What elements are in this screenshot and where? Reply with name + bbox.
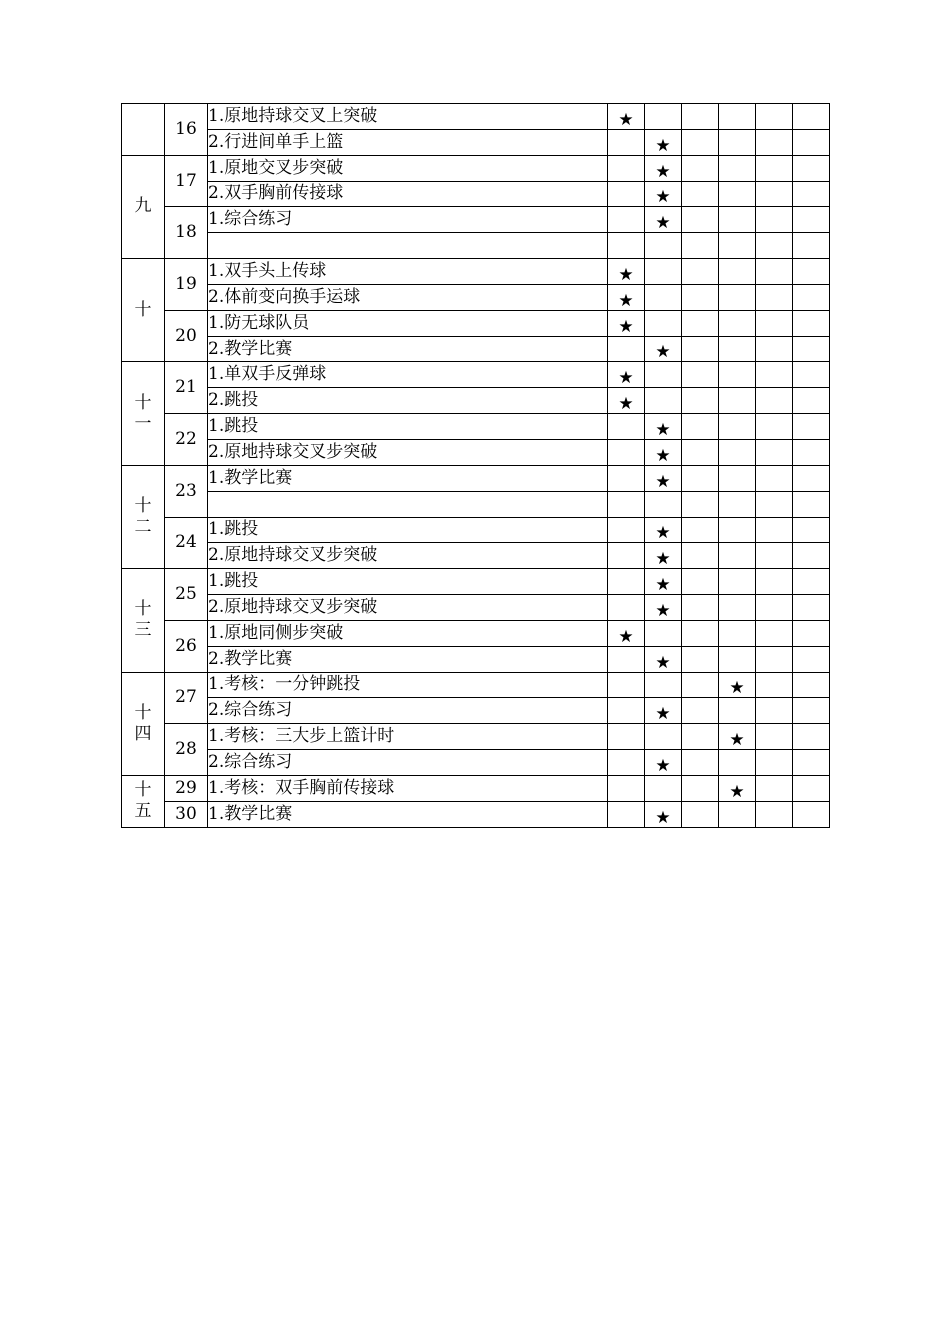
mark-cell <box>645 104 682 130</box>
table-row <box>122 775 830 801</box>
week-cell <box>122 259 165 362</box>
table-row <box>122 465 830 491</box>
content-cell: 1.跳投 <box>208 414 608 440</box>
mark-cell <box>608 155 645 181</box>
content-cell: 1.原地持球交叉上突破 <box>208 104 608 130</box>
mark-cell <box>682 801 719 827</box>
content-cell: 1.综合练习 <box>208 207 608 233</box>
mark-cell <box>682 595 719 621</box>
table-row <box>122 672 830 698</box>
mark-cell <box>719 646 756 672</box>
mark-cell <box>756 388 793 414</box>
content-cell: 2.双手胸前传接球 <box>208 181 608 207</box>
content-cell: 1.考核：三大步上篮计时 <box>208 724 608 750</box>
mark-cell <box>756 181 793 207</box>
content-cell: 1.防无球队员 <box>208 310 608 336</box>
table-row <box>122 801 830 827</box>
table-row <box>122 336 830 362</box>
mark-cell <box>793 724 830 750</box>
table-row <box>122 181 830 207</box>
week-label: 十二 <box>134 496 152 537</box>
mark-cell <box>608 207 645 233</box>
star-mark-icon: ★ <box>645 543 682 569</box>
mark-cell <box>719 698 756 724</box>
week-cell <box>122 362 165 465</box>
mark-cell <box>645 620 682 646</box>
content-cell: 1.原地同侧步突破 <box>208 620 608 646</box>
mark-cell <box>682 491 719 517</box>
lesson-number: 16 <box>165 104 208 156</box>
mark-cell <box>719 569 756 595</box>
lesson-number: 23 <box>165 465 208 517</box>
mark-cell <box>608 698 645 724</box>
mark-cell <box>719 517 756 543</box>
star-mark-icon: ★ <box>645 750 682 776</box>
mark-cell <box>719 259 756 285</box>
mark-cell <box>608 181 645 207</box>
star-mark-icon: ★ <box>645 595 682 621</box>
content-cell: 1.双手头上传球 <box>208 259 608 285</box>
content-cell: 2.跳投 <box>208 388 608 414</box>
mark-cell <box>608 233 645 259</box>
mark-cell <box>793 698 830 724</box>
table-row <box>122 491 830 517</box>
mark-cell <box>608 724 645 750</box>
week-label: 十四 <box>134 702 152 744</box>
lesson-number: 19 <box>165 259 208 311</box>
mark-cell <box>793 104 830 130</box>
mark-cell <box>719 129 756 155</box>
week-cell <box>122 465 165 568</box>
mark-cell <box>793 233 830 259</box>
table-row <box>122 595 830 621</box>
table-row <box>122 388 830 414</box>
content-cell <box>208 491 608 517</box>
content-cell <box>208 233 608 259</box>
mark-cell <box>682 155 719 181</box>
week-label: 十 <box>134 299 152 320</box>
mark-cell <box>608 801 645 827</box>
mark-cell <box>682 672 719 698</box>
content-cell: 1.考核：双手胸前传接球 <box>208 775 608 801</box>
mark-cell <box>793 284 830 310</box>
mark-cell <box>756 517 793 543</box>
mark-cell <box>608 439 645 465</box>
week-cell <box>122 104 165 156</box>
mark-cell <box>645 362 682 388</box>
star-mark-icon: ★ <box>645 517 682 543</box>
mark-cell <box>793 388 830 414</box>
mark-cell <box>793 310 830 336</box>
week-label: 十三 <box>134 599 152 641</box>
content-cell: 2.原地持球交叉步突破 <box>208 439 608 465</box>
star-mark-icon: ★ <box>645 698 682 724</box>
lesson-number: 20 <box>165 310 208 362</box>
table-row <box>122 362 830 388</box>
mark-cell <box>756 259 793 285</box>
mark-cell <box>793 672 830 698</box>
table-row <box>122 750 830 776</box>
mark-cell <box>608 750 645 776</box>
mark-cell <box>682 207 719 233</box>
week-label: 九 <box>134 196 152 217</box>
mark-cell <box>608 543 645 569</box>
mark-cell <box>719 310 756 336</box>
content-cell: 1.教学比赛 <box>208 801 608 827</box>
lesson-number: 29 <box>165 775 208 801</box>
star-mark-icon: ★ <box>608 259 645 285</box>
mark-cell <box>682 233 719 259</box>
star-mark-icon: ★ <box>645 646 682 672</box>
mark-cell <box>756 543 793 569</box>
mark-cell <box>608 414 645 440</box>
star-mark-icon: ★ <box>645 207 682 233</box>
lesson-number: 26 <box>165 620 208 672</box>
table-row <box>122 439 830 465</box>
mark-cell <box>682 517 719 543</box>
mark-cell <box>682 465 719 491</box>
table-row <box>122 698 830 724</box>
lesson-number: 22 <box>165 414 208 466</box>
mark-cell <box>608 129 645 155</box>
mark-cell <box>756 569 793 595</box>
mark-cell <box>756 104 793 130</box>
mark-cell <box>719 595 756 621</box>
mark-cell <box>682 620 719 646</box>
mark-cell <box>756 620 793 646</box>
mark-cell <box>719 362 756 388</box>
content-cell: 2.教学比赛 <box>208 646 608 672</box>
mark-cell <box>719 336 756 362</box>
week-cell <box>122 569 165 672</box>
star-mark-icon: ★ <box>608 104 645 130</box>
table-row <box>122 233 830 259</box>
mark-cell <box>756 646 793 672</box>
mark-cell <box>756 284 793 310</box>
mark-cell <box>793 181 830 207</box>
mark-cell <box>682 750 719 776</box>
star-mark-icon: ★ <box>645 801 682 827</box>
mark-cell <box>756 801 793 827</box>
table-row <box>122 155 830 181</box>
mark-cell <box>756 414 793 440</box>
teaching-schedule-table <box>121 103 830 828</box>
star-mark-icon: ★ <box>719 672 756 698</box>
mark-cell <box>793 750 830 776</box>
star-mark-icon: ★ <box>645 465 682 491</box>
mark-cell <box>682 104 719 130</box>
mark-cell <box>793 595 830 621</box>
content-cell: 1.单双手反弹球 <box>208 362 608 388</box>
week-cell <box>122 672 165 775</box>
mark-cell <box>719 750 756 776</box>
star-mark-icon: ★ <box>645 336 682 362</box>
mark-cell <box>645 672 682 698</box>
table-row <box>122 569 830 595</box>
star-mark-icon: ★ <box>719 724 756 750</box>
mark-cell <box>645 491 682 517</box>
mark-cell <box>645 259 682 285</box>
mark-cell <box>793 336 830 362</box>
mark-cell <box>793 439 830 465</box>
mark-cell <box>645 233 682 259</box>
mark-cell <box>756 595 793 621</box>
star-mark-icon: ★ <box>645 155 682 181</box>
mark-cell <box>756 233 793 259</box>
mark-cell <box>682 362 719 388</box>
mark-cell <box>682 388 719 414</box>
mark-cell <box>645 388 682 414</box>
mark-cell <box>793 259 830 285</box>
mark-cell <box>645 724 682 750</box>
star-mark-icon: ★ <box>645 569 682 595</box>
mark-cell <box>756 362 793 388</box>
content-cell: 1.原地交叉步突破 <box>208 155 608 181</box>
content-cell: 2.综合练习 <box>208 698 608 724</box>
mark-cell <box>756 207 793 233</box>
mark-cell <box>682 543 719 569</box>
mark-cell <box>793 517 830 543</box>
lesson-number: 28 <box>165 724 208 776</box>
star-mark-icon: ★ <box>608 284 645 310</box>
mark-cell <box>793 129 830 155</box>
lesson-number: 27 <box>165 672 208 724</box>
mark-cell <box>682 181 719 207</box>
table-row <box>122 259 830 285</box>
mark-cell <box>756 310 793 336</box>
mark-cell <box>756 698 793 724</box>
mark-cell <box>719 801 756 827</box>
star-mark-icon: ★ <box>719 775 756 801</box>
mark-cell <box>608 517 645 543</box>
mark-cell <box>793 362 830 388</box>
table-row <box>122 517 830 543</box>
mark-cell <box>719 104 756 130</box>
table-row <box>122 543 830 569</box>
mark-cell <box>756 724 793 750</box>
star-mark-icon: ★ <box>608 620 645 646</box>
mark-cell <box>682 414 719 440</box>
week-label: 十五 <box>134 780 152 822</box>
table-row <box>122 104 830 130</box>
mark-cell <box>682 569 719 595</box>
lesson-number: 21 <box>165 362 208 414</box>
mark-cell <box>756 775 793 801</box>
mark-cell <box>608 465 645 491</box>
mark-cell <box>682 439 719 465</box>
mark-cell <box>719 207 756 233</box>
mark-cell <box>756 439 793 465</box>
mark-cell <box>793 775 830 801</box>
week-cell <box>122 155 165 258</box>
mark-cell <box>719 388 756 414</box>
mark-cell <box>756 336 793 362</box>
table-row <box>122 414 830 440</box>
mark-cell <box>608 672 645 698</box>
mark-cell <box>793 491 830 517</box>
mark-cell <box>756 672 793 698</box>
lesson-number: 17 <box>165 155 208 207</box>
content-cell: 2.教学比赛 <box>208 336 608 362</box>
mark-cell <box>793 646 830 672</box>
mark-cell <box>645 284 682 310</box>
mark-cell <box>719 414 756 440</box>
mark-cell <box>608 569 645 595</box>
star-mark-icon: ★ <box>645 129 682 155</box>
week-cell <box>122 775 165 827</box>
content-cell: 1.跳投 <box>208 569 608 595</box>
mark-cell <box>645 310 682 336</box>
week-label: 十一 <box>134 392 152 434</box>
content-cell: 1.教学比赛 <box>208 465 608 491</box>
mark-cell <box>682 259 719 285</box>
mark-cell <box>719 233 756 259</box>
table-row <box>122 724 830 750</box>
table-row <box>122 646 830 672</box>
content-cell: 2.原地持球交叉步突破 <box>208 595 608 621</box>
mark-cell <box>756 750 793 776</box>
content-cell: 2.综合练习 <box>208 750 608 776</box>
mark-cell <box>719 284 756 310</box>
content-cell: 2.体前变向换手运球 <box>208 284 608 310</box>
lesson-number: 30 <box>165 801 208 827</box>
star-mark-icon: ★ <box>645 439 682 465</box>
table-row <box>122 129 830 155</box>
mark-cell <box>682 724 719 750</box>
mark-cell <box>719 491 756 517</box>
mark-cell <box>608 595 645 621</box>
mark-cell <box>756 129 793 155</box>
star-mark-icon: ★ <box>608 310 645 336</box>
mark-cell <box>645 775 682 801</box>
mark-cell <box>608 646 645 672</box>
mark-cell <box>608 491 645 517</box>
mark-cell <box>756 491 793 517</box>
content-cell: 1.跳投 <box>208 517 608 543</box>
mark-cell <box>682 775 719 801</box>
content-cell: 2.原地持球交叉步突破 <box>208 543 608 569</box>
mark-cell <box>682 336 719 362</box>
table-row <box>122 284 830 310</box>
mark-cell <box>793 543 830 569</box>
mark-cell <box>756 155 793 181</box>
mark-cell <box>793 465 830 491</box>
content-cell: 2.行进间单手上篮 <box>208 129 608 155</box>
mark-cell <box>682 284 719 310</box>
mark-cell <box>719 439 756 465</box>
mark-cell <box>793 414 830 440</box>
lesson-number: 18 <box>165 207 208 259</box>
mark-cell <box>793 207 830 233</box>
mark-cell <box>682 698 719 724</box>
star-mark-icon: ★ <box>608 388 645 414</box>
lesson-number: 25 <box>165 569 208 621</box>
table-row <box>122 310 830 336</box>
mark-cell <box>793 569 830 595</box>
mark-cell <box>719 620 756 646</box>
table-row <box>122 207 830 233</box>
lesson-number: 24 <box>165 517 208 569</box>
mark-cell <box>682 129 719 155</box>
mark-cell <box>719 155 756 181</box>
star-mark-icon: ★ <box>645 414 682 440</box>
mark-cell <box>793 801 830 827</box>
mark-cell <box>682 310 719 336</box>
mark-cell <box>608 336 645 362</box>
mark-cell <box>719 465 756 491</box>
mark-cell <box>719 543 756 569</box>
content-cell: 1.考核：一分钟跳投 <box>208 672 608 698</box>
mark-cell <box>682 646 719 672</box>
mark-cell <box>793 620 830 646</box>
table-row <box>122 620 830 646</box>
mark-cell <box>719 181 756 207</box>
mark-cell <box>756 465 793 491</box>
star-mark-icon: ★ <box>608 362 645 388</box>
mark-cell <box>793 155 830 181</box>
mark-cell <box>608 775 645 801</box>
star-mark-icon: ★ <box>645 181 682 207</box>
